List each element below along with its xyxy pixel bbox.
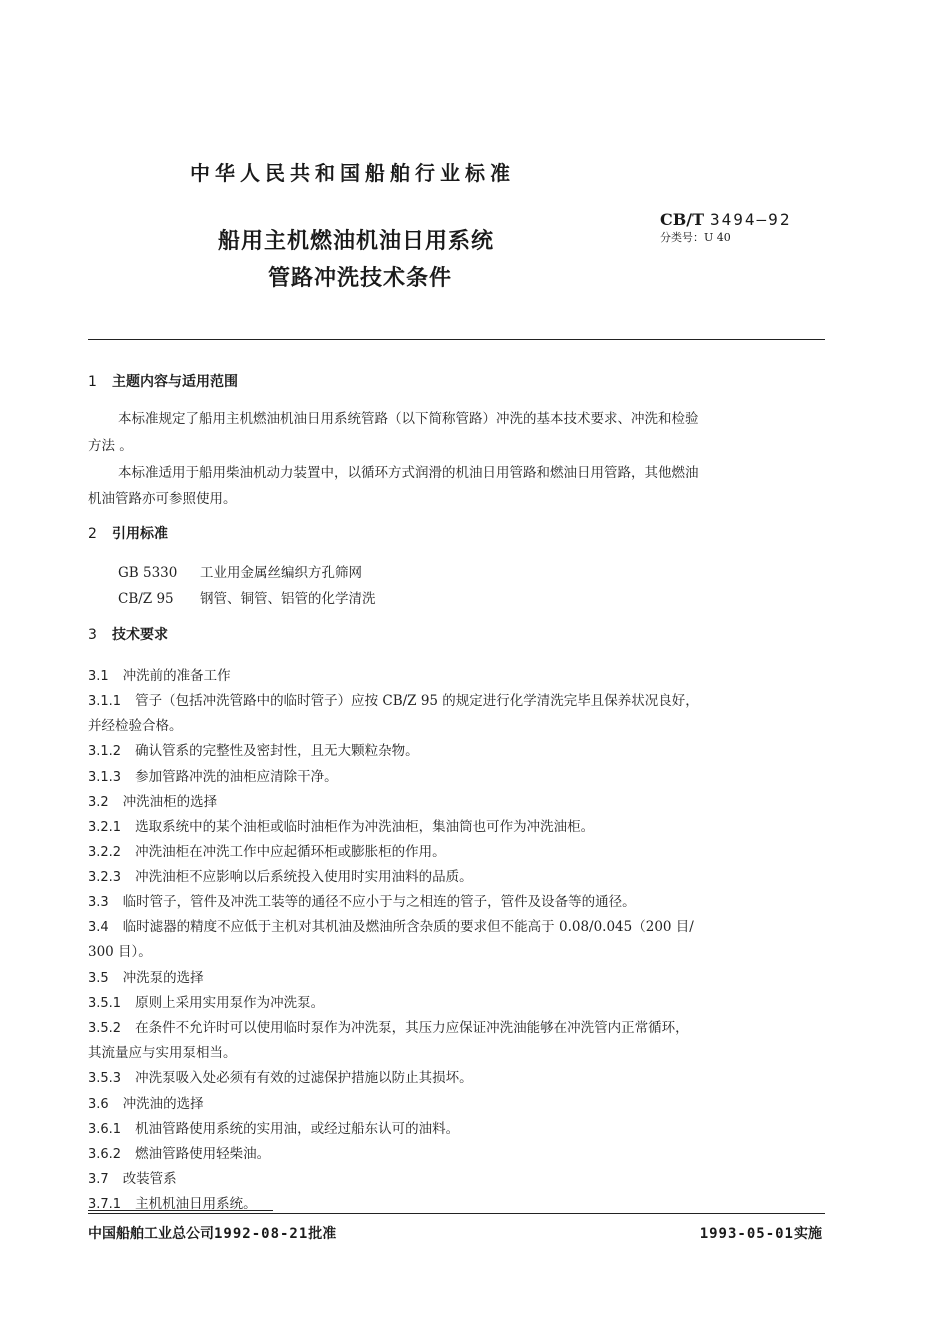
clause-line: [88, 689, 699, 709]
clause-line: [88, 1066, 473, 1086]
effective-note: [700, 1223, 822, 1243]
clause-text: 临时管子，管件及冲洗工装等的通径不应小于与之相连的管子，管件及设备等的通径。: [122, 894, 636, 910]
clause-line: [88, 1092, 204, 1112]
clause-text: 并经检验合格。: [88, 718, 183, 734]
approval-suffix: 批准: [308, 1226, 337, 1242]
clause-number: 3.2: [88, 795, 109, 810]
clause-text: 冲洗油柜的选择: [122, 794, 218, 810]
clause-text: 选取系统中的某个油柜或临时油柜作为冲洗油柜，集油筒也可作为冲洗油柜。: [135, 819, 595, 835]
clause-number: 3.2.1: [88, 820, 122, 835]
clause-text: 在条件不允许时可以使用临时泵作为冲洗泵，其压力应保证冲洗油能够在冲洗管内正常循环，: [135, 1020, 689, 1036]
clause-number: 3.2.3: [88, 870, 122, 885]
footer-divider: [88, 1213, 825, 1214]
clause-number: 3.7.1: [88, 1197, 122, 1212]
clause-number: 3.5.1: [88, 996, 122, 1011]
clause-line: [88, 865, 473, 885]
approval-note: [88, 1223, 336, 1243]
clause-text: 冲洗泵吸入处必须有有效的过滤保护措施以防止其损坏。: [135, 1070, 473, 1086]
effective-date: 1993-05-01: [699, 1226, 794, 1242]
clause-text: 改装管系: [122, 1171, 177, 1187]
section-3-heading: [88, 624, 168, 644]
clause-line: [88, 765, 338, 785]
effective-suffix: 实施: [794, 1226, 822, 1242]
clause-number: 3.3: [88, 895, 109, 910]
clause-number: 3.1.3: [88, 770, 122, 785]
clause-line: [88, 915, 694, 935]
clause-line: [88, 890, 636, 910]
clause-text: 参加管路冲洗的油柜应清除干净。: [135, 769, 338, 785]
clause-line: [88, 739, 419, 759]
clause-number: 3.6.1: [88, 1122, 122, 1137]
section-1-paragraph-1-line-2: 方法 。: [88, 438, 133, 454]
section-title: 主题内容与适用范围: [112, 374, 238, 390]
clause-text: 原则上采用实用泵作为冲洗泵。: [135, 995, 325, 1011]
classification-number: 分类号：U 40: [660, 231, 731, 244]
clause-line: [88, 1167, 177, 1187]
section-number: 3: [88, 627, 97, 643]
clause-line: [88, 790, 217, 810]
clause-text: 冲洗油的选择: [122, 1096, 204, 1112]
clause-line: [88, 664, 231, 684]
reference-item: [118, 561, 362, 581]
clause-line: [88, 940, 152, 960]
national-standard-heading: 中华人民共和国船舶行业标准: [190, 161, 515, 185]
reference-title: 钢管、铜管、铝管的化学清洗: [200, 591, 376, 607]
clause-text: 燃油管路使用轻柴油。: [135, 1146, 271, 1162]
section-2-heading: [88, 523, 168, 543]
clause-line: [88, 714, 183, 734]
clause-text: 300 目）。: [88, 944, 152, 960]
header-divider: [88, 339, 825, 340]
approval-organization: 中国船舶工业总公司: [88, 1226, 214, 1242]
clause-line: [88, 991, 324, 1011]
standard-code-number: 3494—92: [710, 210, 792, 229]
clause-line: [88, 1041, 237, 1061]
clause-text: 临时滤器的精度不应低于主机对其机油及燃油所含杂质的要求但不能高于 0.08/0.045（200 目/: [122, 919, 694, 935]
clause-number: 3.6.2: [88, 1147, 122, 1162]
reference-code: CB/Z 95: [118, 591, 174, 607]
clause-number: 3.5.2: [88, 1021, 122, 1036]
clause-text: 主机机油日用系统。: [135, 1196, 257, 1212]
section-number: 2: [88, 526, 97, 542]
clause-number: 3.5: [88, 971, 109, 986]
clause-text: 确认管系的完整性及密封性，且无大颗粒杂物。: [135, 743, 419, 759]
clause-line: [88, 1192, 257, 1212]
clause-text: 机油管路使用系统的实用油，或经过船东认可的油料。: [135, 1121, 460, 1137]
standard-code: [660, 210, 791, 229]
section-number: 1: [88, 374, 97, 390]
clause-number: 3.1: [88, 669, 109, 684]
clause-underline: [88, 1210, 273, 1211]
clause-text: 冲洗前的准备工作: [122, 668, 231, 684]
section-title: 引用标准: [112, 526, 168, 542]
clause-number: 3.4: [88, 920, 109, 935]
section-1-paragraph-1-line-1: 本标准规定了船用主机燃油机油日用系统管路（以下简称管路）冲洗的基本技术要求、冲洗和检验: [118, 411, 699, 427]
clause-number: 3.2.2: [88, 845, 122, 860]
section-1-paragraph-2-line-1: 本标准适用于船用柴油机动力装置中，以循环方式润滑的机油日用管路和燃油日用管路，其他燃油: [118, 465, 699, 481]
reference-code: GB 5330: [118, 565, 178, 581]
clause-text: 冲洗泵的选择: [122, 970, 204, 986]
clause-line: [88, 1016, 689, 1036]
clause-number: 3.1.1: [88, 694, 122, 709]
standard-code-prefix: CB/T: [660, 210, 705, 229]
clause-text: 其流量应与实用泵相当。: [88, 1045, 237, 1061]
clause-line: [88, 1117, 459, 1137]
section-1-paragraph-2-line-2: 机油管路亦可参照使用。: [88, 491, 237, 507]
reference-title: 工业用金属丝编织方孔筛网: [200, 565, 362, 581]
clause-number: 3.5.3: [88, 1071, 122, 1086]
reference-item: [118, 587, 376, 607]
clause-line: [88, 1142, 270, 1162]
clause-line: [88, 966, 204, 986]
clause-number: 3.6: [88, 1097, 109, 1112]
clause-line: [88, 840, 446, 860]
clause-number: 3.7: [88, 1172, 109, 1187]
clause-text: 管子（包括冲洗管路中的临时管子）应按 CB/Z 95 的规定进行化学清洗完毕且保养状况良好，: [135, 693, 699, 709]
document-title-line-1: 船用主机燃油机油日用系统: [218, 229, 495, 254]
section-1-heading: [88, 371, 238, 391]
clause-text: 冲洗油柜在冲洗工作中应起循环柜或膨胀柜的作用。: [135, 844, 446, 860]
section-title: 技术要求: [112, 627, 168, 643]
document-title-line-2: 管路冲洗技术条件: [268, 266, 453, 291]
clause-text: 冲洗油柜不应影响以后系统投入使用时实用油料的品质。: [135, 869, 473, 885]
approval-date: 1992-08-21: [214, 1226, 309, 1242]
clause-line: [88, 815, 594, 835]
clause-number: 3.1.2: [88, 744, 122, 759]
